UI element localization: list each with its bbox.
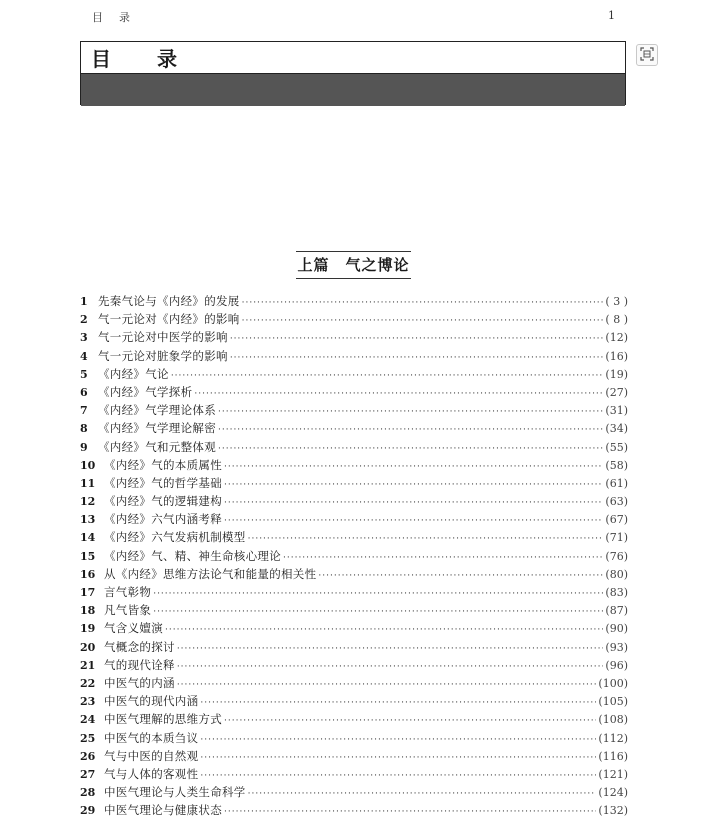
toc-entry-title: 中医气的现代内涵 <box>104 694 199 709</box>
toc-entry-title: 气一元论对脏象学的影响 <box>98 348 228 363</box>
toc-entry-page: (116) <box>598 749 628 763</box>
toc-entry-page: (76) <box>605 549 628 563</box>
chapter-title: 目录 <box>81 42 625 74</box>
dot-leader <box>248 785 597 803</box>
toc-entry-title: 中医气理解的思维方式 <box>104 712 222 727</box>
dot-leader <box>200 749 596 767</box>
scan-frame-icon <box>640 46 654 65</box>
dot-leader <box>224 512 603 530</box>
toc-entry[interactable] <box>80 347 628 365</box>
toc-entry-number: 13 <box>80 513 96 527</box>
dot-leader <box>177 676 597 694</box>
toc-entry-page: (12) <box>605 331 628 345</box>
toc-entry-number: 21 <box>80 658 96 672</box>
toc-entry-title: 气概念的探讨 <box>104 639 175 654</box>
toc-entry-page: (108) <box>598 713 628 727</box>
toc-entry-number: 24 <box>80 713 96 727</box>
toc-entry-page: (55) <box>605 440 628 454</box>
toc-entry-number: 9 <box>80 440 88 454</box>
section-heading: 上篇 气之博论 <box>296 251 411 279</box>
toc-entry[interactable] <box>80 729 628 747</box>
toc-entry-page: (132) <box>598 804 628 818</box>
dot-leader <box>165 621 603 639</box>
toc-entry[interactable] <box>80 638 628 656</box>
toc-entry-number: 29 <box>80 804 96 818</box>
toc-entry-number: 26 <box>80 749 96 763</box>
toc-entry-title: 《内经》气和元整体观 <box>98 439 216 454</box>
toc-entry-number: 18 <box>80 604 96 618</box>
toc-entry-number: 8 <box>80 422 88 436</box>
toc-entry-page: (31) <box>605 404 628 418</box>
toc-entry[interactable] <box>80 801 628 819</box>
toc-entry-title: 气的现代诠释 <box>104 657 175 672</box>
toc-entry-page: (90) <box>605 622 628 636</box>
dot-leader <box>177 640 604 658</box>
dot-leader <box>218 421 603 439</box>
toc-entry-page: (34) <box>605 422 628 436</box>
toc-entry-number: 28 <box>80 786 96 800</box>
toc-entry-title: 《内经》气学探析 <box>98 384 193 399</box>
toc-entry-page: (16) <box>605 349 628 363</box>
toc-entry[interactable] <box>80 547 628 565</box>
toc-entry[interactable] <box>80 619 628 637</box>
running-head: 目录 <box>92 11 146 24</box>
toc-entry-number: 22 <box>80 676 96 690</box>
dot-leader <box>224 476 603 494</box>
toc-entry-title: 中医气理论与人类生命科学 <box>104 785 246 800</box>
toc-entry-number: 7 <box>80 404 88 418</box>
toc-entry[interactable] <box>80 565 628 583</box>
toc-entry-title: 中医气理论与健康状态 <box>104 803 222 818</box>
dot-leader <box>224 458 603 476</box>
toc-entry-number: 20 <box>80 640 96 654</box>
toc-entry[interactable] <box>80 365 628 383</box>
toc-entry-page: (80) <box>605 567 628 581</box>
dot-leader <box>200 767 596 785</box>
toc-entry-title: 《内经》气、精、神生命核心理论 <box>104 548 281 563</box>
toc-entry-page: (63) <box>605 495 628 509</box>
toc-entry-number: 16 <box>80 567 96 581</box>
toc-entry-title: 从《内经》思维方法论气和能量的相关性 <box>104 566 317 581</box>
toc-entry-title: 凡气皆象 <box>104 603 152 618</box>
toc-entry[interactable] <box>80 292 628 310</box>
dot-leader <box>224 803 596 821</box>
toc-entry[interactable] <box>80 474 628 492</box>
toc-entry-title: 《内经》气的逻辑建构 <box>104 494 222 509</box>
toc-entry[interactable] <box>80 310 628 328</box>
dot-leader <box>318 567 603 585</box>
toc-entry-number: 27 <box>80 767 96 781</box>
dot-leader <box>242 294 604 312</box>
toc-entry-number: 5 <box>80 367 88 381</box>
toc-entry-title: 《内经》气的哲学基础 <box>104 475 222 490</box>
toc-entry-number: 19 <box>80 622 96 636</box>
toc-entry-page: (121) <box>598 767 628 781</box>
dot-leader <box>230 330 604 348</box>
dot-leader <box>248 530 604 548</box>
toc-entry[interactable] <box>80 710 628 728</box>
toc-entry[interactable] <box>80 456 628 474</box>
dot-leader <box>153 585 603 603</box>
toc-entry-page: (93) <box>605 640 628 654</box>
toc-entry-page: (71) <box>605 531 628 545</box>
toc-entry[interactable] <box>80 492 628 510</box>
toc-entry-title: 气一元论对《内经》的影响 <box>98 312 240 327</box>
toc-entry-number: 4 <box>80 349 88 363</box>
toc-entry[interactable] <box>80 765 628 783</box>
page-number: 1 <box>608 9 615 22</box>
dot-leader <box>153 603 603 621</box>
toc-entry[interactable] <box>80 583 628 601</box>
dot-leader <box>224 712 596 730</box>
toc-entry-title: 《内经》气的本质属性 <box>104 457 222 472</box>
dot-leader <box>171 367 604 385</box>
chapter-title-box <box>80 41 626 105</box>
toc-entry-number: 6 <box>80 385 88 399</box>
dot-leader <box>177 658 604 676</box>
toc-entry-page: (87) <box>605 604 628 618</box>
toc-entry[interactable] <box>80 747 628 765</box>
toc-entry-number: 14 <box>80 531 96 545</box>
toc-entry-title: 《内经》六气发病机制模型 <box>104 530 246 545</box>
toc-entry-title: 《内经》气学理论解密 <box>98 421 216 436</box>
dot-leader <box>218 403 603 421</box>
toc-entry-page: (58) <box>605 458 628 472</box>
toc-entry-page: (67) <box>605 513 628 527</box>
dot-leader <box>224 494 603 512</box>
toc-entry-number: 11 <box>80 476 96 490</box>
toc-entry-title: 《内经》气论 <box>98 366 169 381</box>
toc-entry-page: (124) <box>598 786 628 800</box>
title-band <box>81 74 625 106</box>
dot-leader <box>242 312 604 330</box>
toc-entry-title: 言气彰物 <box>104 585 152 599</box>
toc-entry-number: 10 <box>80 458 96 472</box>
toc-entry[interactable] <box>80 383 628 401</box>
toc-entry[interactable] <box>80 328 628 346</box>
toc-entry[interactable] <box>80 674 628 692</box>
toc-entry[interactable] <box>80 438 628 456</box>
dot-leader <box>218 440 603 458</box>
table-of-contents <box>80 292 628 819</box>
toc-entry-number: 23 <box>80 695 96 709</box>
toc-entry[interactable] <box>80 656 628 674</box>
dot-leader <box>194 385 603 403</box>
toc-entry-page: (100) <box>598 676 628 690</box>
toc-entry-number: 12 <box>80 495 96 509</box>
toc-entry[interactable] <box>80 601 628 619</box>
toc-entry-title: 中医气的本质刍议 <box>104 730 199 745</box>
dot-leader <box>283 549 603 567</box>
toc-entry-title: 气与中医的自然观 <box>104 748 199 763</box>
toc-entry-page: (105) <box>598 695 628 709</box>
toc-entry[interactable] <box>80 510 628 528</box>
toc-entry[interactable] <box>80 419 628 437</box>
toc-entry-number: 2 <box>80 313 88 327</box>
toc-entry-title: 《内经》气学理论体系 <box>98 403 216 418</box>
toc-entry-page: (61) <box>605 476 628 490</box>
toc-entry-title: 气含义嬗演 <box>104 621 163 636</box>
toc-entry-page: (96) <box>605 658 628 672</box>
toc-entry-page: ( 3 ) <box>605 295 628 308</box>
toc-entry-title: 气一元论对中医学的影响 <box>98 330 228 345</box>
toc-entry-page: (83) <box>605 586 628 599</box>
toc-entry-number: 1 <box>80 295 88 308</box>
toc-entry-title: 《内经》六气内涵考释 <box>104 512 222 527</box>
toc-entry-page: (19) <box>605 367 628 381</box>
toc-entry[interactable] <box>80 401 628 419</box>
toc-entry-page: ( 8 ) <box>605 313 628 327</box>
toc-entry[interactable] <box>80 528 628 546</box>
toc-entry-title: 先秦气论与《内经》的发展 <box>98 294 240 308</box>
toc-entry-title: 气与人体的客观性 <box>104 766 199 781</box>
toc-entry-number: 3 <box>80 331 88 345</box>
dot-leader <box>230 349 604 367</box>
toc-entry-number: 25 <box>80 731 96 745</box>
scan-button[interactable] <box>636 44 658 66</box>
toc-entry-number: 17 <box>80 586 96 599</box>
toc-entry-number: 15 <box>80 549 96 563</box>
toc-entry[interactable] <box>80 783 628 801</box>
dot-leader <box>200 731 596 749</box>
dot-leader <box>200 694 596 712</box>
toc-entry[interactable] <box>80 692 628 710</box>
toc-entry-title: 中医气的内涵 <box>104 675 175 690</box>
toc-entry-page: (112) <box>598 731 628 745</box>
toc-entry-page: (27) <box>605 385 628 399</box>
